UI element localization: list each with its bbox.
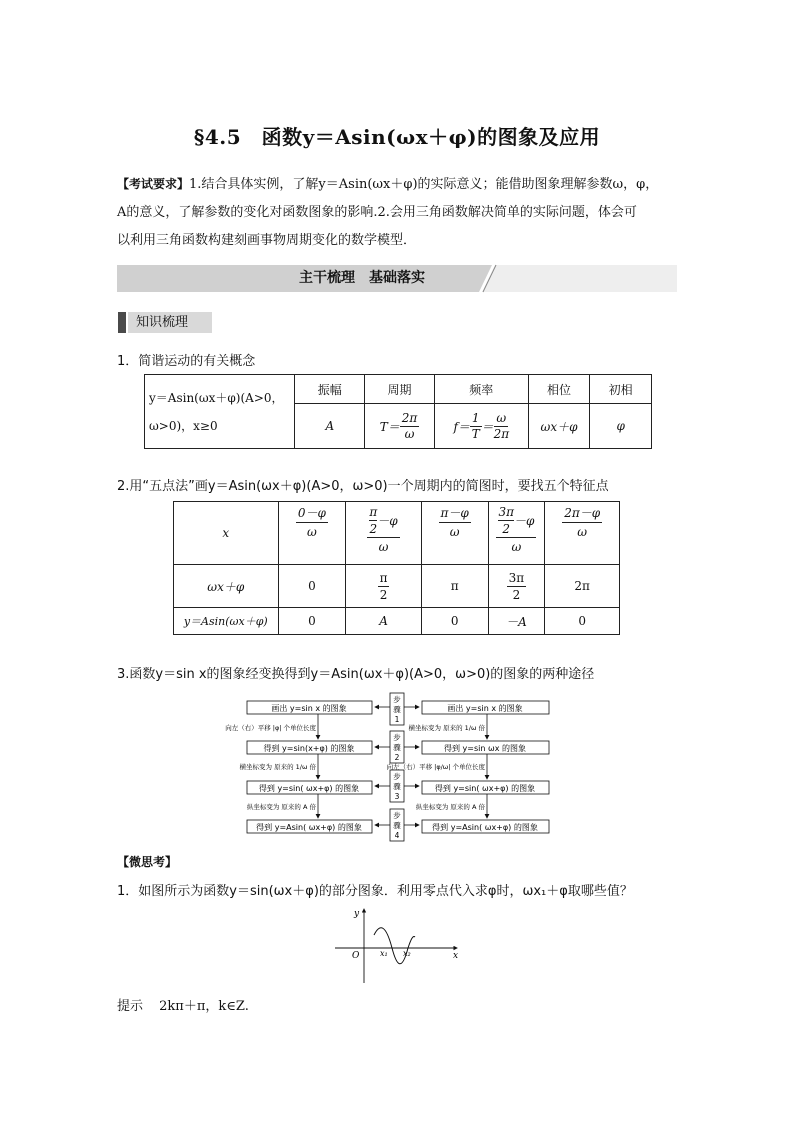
x3-numerator: π－φ [439, 504, 471, 523]
header-period: 周期 [365, 375, 435, 404]
phase-value: ωx＋φ [528, 404, 590, 449]
header-initial-phase: 初相 [590, 375, 652, 404]
tip [117, 995, 249, 1014]
header-frequency: 频率 [434, 375, 528, 404]
question-1: 1．如图所示为函数y＝sin(ωx＋φ)的部分图象．利用零点代入求φ时，ωx₁＋φ取哪些值？ [117, 884, 633, 899]
period-numerator: 2π [401, 410, 418, 425]
frequency-numerator-2: ω [496, 410, 507, 425]
phase-4-numerator: 3π [508, 570, 525, 585]
x3-denominator: ω [449, 525, 460, 539]
graph-x2-label: x₂ [403, 949, 411, 958]
x4-three-pi: 3π [498, 505, 514, 519]
x4-denominator: ω [511, 540, 522, 554]
shm-definition-line2: ω>0)，x≥0 [149, 418, 218, 433]
y-2: A [346, 608, 422, 635]
requirements-line2: A的意义，了解参数的变化对函数图象的影响.2.会用三角函数解决简单的实际问题，体会可 [117, 205, 637, 220]
right-box-2-text: 得到 y=sin ωx 的图象 [444, 744, 526, 753]
exam-requirements [117, 170, 679, 255]
graph-x-label: x [453, 951, 459, 961]
y-3: 0 [421, 608, 488, 635]
requirements-line3: 以利用三角函数构建刻画事物周期变化的数学模型． [117, 233, 417, 248]
y-5: 0 [545, 608, 620, 635]
step-4-char-a: 步 [393, 811, 401, 820]
graph-y-label: y [354, 909, 360, 919]
step-2-char-b: 骤 [393, 743, 401, 752]
initial-phase-value: φ [590, 404, 652, 449]
shm-definition-line1: y＝Asin(ωx＋φ)(A>0， [149, 390, 284, 405]
x2-two: 2 [369, 522, 378, 536]
left-arrow-label-1: 向左（右）平移 |φ| 个单位长度 [225, 724, 316, 732]
section-marker [118, 312, 126, 333]
requirements-line1: 1.结合具体实例，了解y＝Asin(ωx＋φ)的实际意义；能借助图象理解参数ω，φ， [189, 177, 659, 192]
step-3-char-a: 步 [393, 772, 401, 781]
step-2-char-a: 步 [393, 733, 401, 742]
header-amplitude: 振幅 [295, 375, 365, 404]
frequency-denominator-1: T [471, 426, 480, 441]
amplitude-value: A [295, 404, 365, 449]
step-1-char-a: 步 [393, 695, 401, 704]
section-label: 知识梳理 [128, 312, 212, 333]
phase-4-denominator: 2 [512, 587, 521, 602]
step-1-char-b: 骤 [393, 705, 401, 714]
period-lhs: T＝ [379, 419, 400, 434]
x-cell-4 [488, 502, 545, 565]
x-cell-3 [421, 502, 488, 565]
period-value [365, 404, 435, 449]
step-1-num: 1 [394, 715, 400, 724]
banner-title: 主干梳理 基础落实 [299, 270, 425, 286]
period-denominator: ω [404, 426, 415, 441]
frequency-denominator-2: 2π [493, 426, 510, 441]
x-cell-2 [346, 502, 422, 565]
frequency-lhs: f＝ [453, 419, 470, 434]
item-1: 1．简谐运动的有关概念 [117, 354, 256, 369]
phase-3: π [421, 565, 488, 608]
step-4-char-b: 骤 [393, 821, 401, 830]
shm-concepts-table [144, 374, 652, 449]
x5-numerator: 2π－φ [562, 504, 602, 523]
step-4-num: 4 [394, 831, 400, 840]
five-point-table [173, 501, 620, 635]
step-3-num: 3 [394, 792, 400, 801]
left-box-2-text: 得到 y=sin(x+φ) 的图象 [263, 744, 355, 753]
right-box-1-text: 画出 y=sin x 的图象 [447, 704, 523, 713]
graph-x1-label: x₁ [380, 949, 388, 958]
row-label-y: y＝Asin(ωx＋φ) [174, 608, 279, 635]
x-cell-5 [545, 502, 620, 565]
x4-minus-phi: －φ [513, 513, 535, 528]
tip-label: 提示 [117, 999, 144, 1014]
right-arrow-label-2: 向左（右）平移 |φ/ω| 个单位长度 [386, 763, 485, 771]
x1-denominator: ω [307, 525, 317, 539]
x-cell-1 [278, 502, 346, 565]
item-3: 3.函数y＝sin x的图象经变换得到y＝Asin(ωx＋φ)(A>0，ω>0)的图象的两种途径 [117, 667, 595, 682]
frequency-equals: ＝ [481, 419, 494, 434]
x2-pi: π [369, 505, 378, 519]
header-phase: 相位 [528, 375, 590, 404]
left-arrow-label-2: 横坐标变为 原来的 1/ω 倍 [239, 763, 316, 771]
sine-curve [374, 928, 415, 964]
think-tag: 【微思考】 [117, 855, 178, 869]
row-label-x: x [174, 502, 279, 565]
sine-partial-graph [330, 905, 465, 985]
step-2-num: 2 [394, 753, 400, 762]
frequency-numerator-1: 1 [471, 410, 480, 425]
left-box-1-text: 画出 y=sin x 的图象 [271, 704, 347, 713]
right-box-3-text: 得到 y=sin( ωx+φ) 的图象 [434, 784, 536, 793]
section-banner [117, 265, 677, 292]
x4-two: 2 [502, 522, 511, 536]
y-1: 0 [278, 608, 346, 635]
left-box-3-text: 得到 y=sin( ωx+φ) 的图象 [258, 784, 360, 793]
phase-4 [488, 565, 545, 608]
phase-1: 0 [278, 565, 346, 608]
phase-5: 2π [545, 565, 620, 608]
x5-denominator: ω [577, 525, 588, 539]
frequency-value [434, 404, 528, 449]
requirements-tag: 【考试要求】 [117, 177, 190, 191]
tip-answer: 2kπ＋π，k∈Z. [159, 999, 249, 1014]
phase-2 [346, 565, 422, 608]
y-4: －A [488, 608, 545, 635]
row-label-phase: ωx＋φ [174, 565, 279, 608]
phase-2-denominator: 2 [379, 587, 388, 602]
transformation-flow-diagram [225, 693, 550, 841]
item-2: 2.用“五点法”画y＝Asin(ωx＋φ)(A>0，ω>0)一个周期内的简图时，要找五个特征点 [117, 479, 609, 494]
right-arrow-label-3: 纵坐标变为 原来的 A 倍 [415, 803, 485, 811]
graph-origin-label: O [352, 951, 360, 961]
phase-2-numerator: π [379, 570, 388, 585]
shm-definition-cell [145, 375, 295, 449]
x2-minus-phi: －φ [377, 513, 398, 528]
right-arrow-label-1: 横坐标变为 原来的 1/ω 倍 [408, 724, 485, 732]
right-box-4-text: 得到 y=Asin( ωx+φ) 的图象 [432, 823, 538, 832]
page-title: §4.5 函数y＝Asin(ωx＋φ)的图象及应用 [193, 125, 601, 149]
x1-numerator: 0－φ [296, 504, 328, 523]
step-3-char-b: 骤 [393, 782, 401, 791]
left-box-4-text: 得到 y=Asin( ωx+φ) 的图象 [256, 823, 362, 832]
x2-denominator: ω [378, 540, 389, 554]
left-arrow-label-3: 纵坐标变为 原来的 A 倍 [246, 803, 316, 811]
